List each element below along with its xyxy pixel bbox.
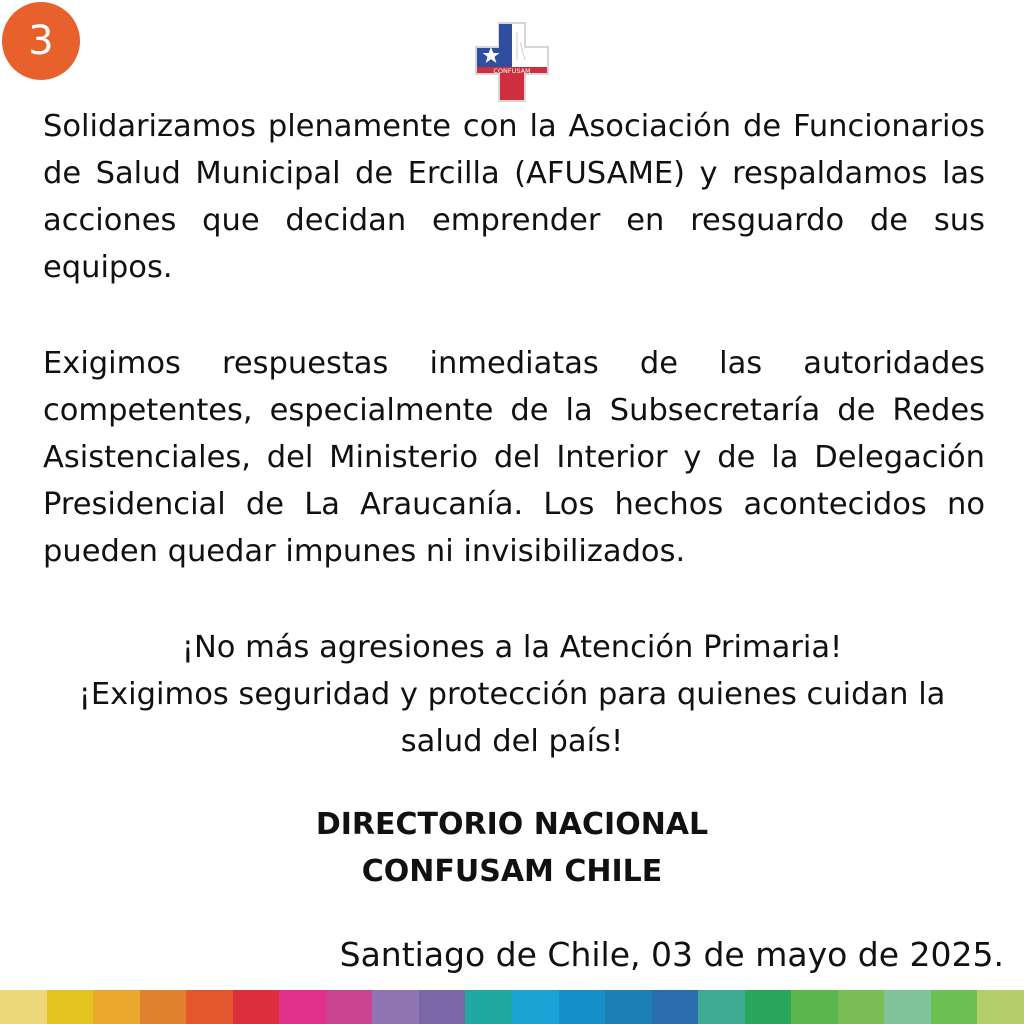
color-strip-segment <box>233 990 280 1024</box>
color-strip-segment <box>93 990 140 1024</box>
color-strip-segment <box>465 990 512 1024</box>
slogan-line: ¡Exigimos seguridad y protección para quienes cuidan la <box>78 677 946 712</box>
color-strip-segment <box>512 990 559 1024</box>
signature-line-2: CONFUSAM CHILE <box>361 854 663 889</box>
color-strip-segment <box>372 990 419 1024</box>
color-strip-segment <box>326 990 373 1024</box>
color-strip-segment <box>931 990 978 1024</box>
page-number-badge <box>2 2 80 80</box>
color-strip-segment <box>0 990 47 1024</box>
slogan-line: ¡No más agresiones a la Atención Primaria! <box>181 630 843 665</box>
color-strip-segment <box>791 990 838 1024</box>
color-strip-segment <box>186 990 233 1024</box>
page-number: 3 <box>28 18 54 64</box>
slogan-line: salud del país! <box>400 724 624 759</box>
color-strip-segment <box>884 990 931 1024</box>
signature-block <box>0 801 1024 895</box>
slogans-block <box>30 624 994 765</box>
color-strip-segment <box>652 990 699 1024</box>
logo-text: CONFUSAM <box>493 67 531 75</box>
paragraph-solidarity: Solidarizamos plenamente con la Asociación de Funcionarios de Salud Municipal de Ercilla (AFUSAME) y respaldamos las acciones que decidan emprender en resguardo de sus equipos. <box>43 109 985 285</box>
color-strip-segment <box>977 990 1024 1024</box>
color-strip-segment <box>140 990 187 1024</box>
color-strip-segment <box>47 990 94 1024</box>
paragraph-demands: Exigimos respuestas inmediatas de las autoridades competentes, especialmente de la Subsecretaría de Redes Asistenciales, del Ministerio del Interior y de la Delegación Presidencial de La Araucanía. Los hechos acontecidos no pueden quedar impunes ni invisibilizados. <box>43 346 985 569</box>
color-strip-segment <box>605 990 652 1024</box>
color-strip-segment <box>838 990 885 1024</box>
date-place-line: Santiago de Chile, 03 de mayo de 2025. <box>339 935 1004 974</box>
color-strip-segment <box>419 990 466 1024</box>
color-strip-segment <box>698 990 745 1024</box>
color-strip-segment <box>559 990 606 1024</box>
signature-line-1: DIRECTORIO NACIONAL <box>315 807 709 842</box>
color-strip-segment <box>745 990 792 1024</box>
color-strip-segment <box>279 990 326 1024</box>
confusam-logo <box>475 22 549 102</box>
decorative-color-strip <box>0 990 1024 1024</box>
